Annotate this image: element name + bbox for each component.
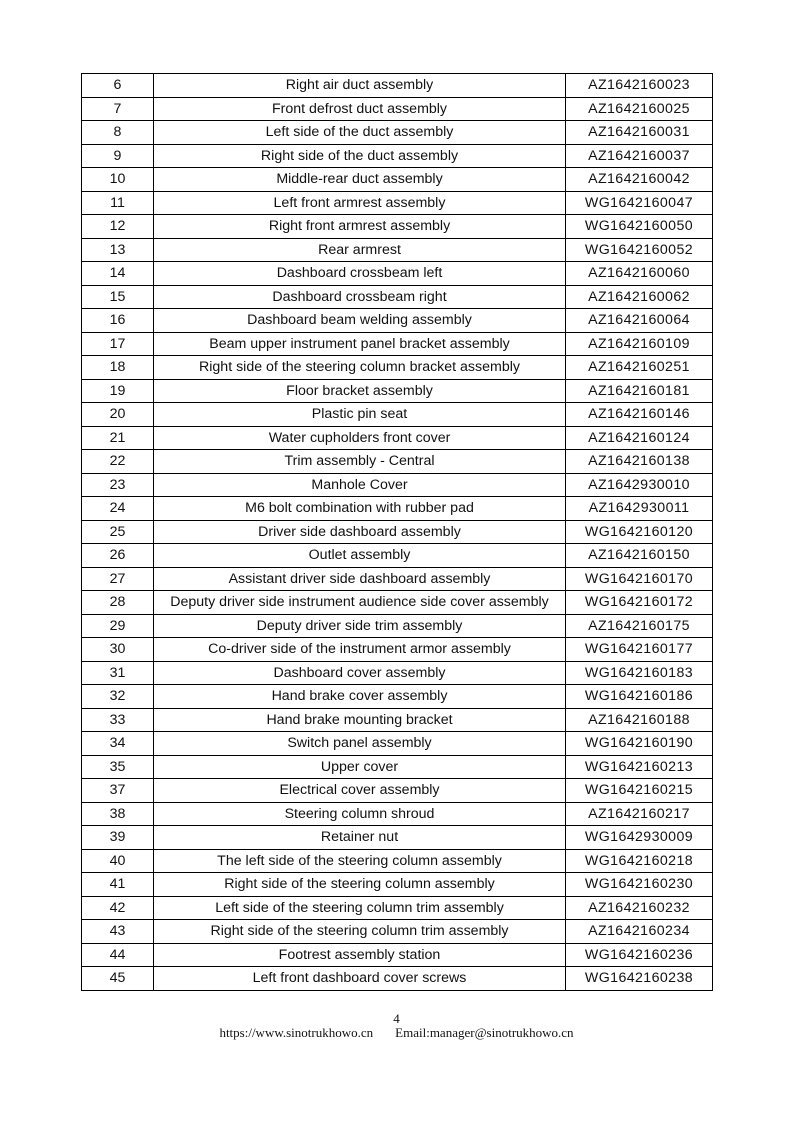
row-number: 22 bbox=[82, 450, 154, 474]
part-name: Floor bracket assembly bbox=[154, 379, 566, 403]
part-code: WG1642930009 bbox=[566, 826, 713, 850]
part-code: AZ1642160150 bbox=[566, 544, 713, 568]
row-number: 35 bbox=[82, 755, 154, 779]
table-row bbox=[82, 896, 713, 920]
part-name: Footrest assembly station bbox=[154, 943, 566, 967]
row-number: 39 bbox=[82, 826, 154, 850]
table-row bbox=[82, 920, 713, 944]
part-code: AZ1642160232 bbox=[566, 896, 713, 920]
part-code: AZ1642160031 bbox=[566, 121, 713, 145]
part-name: Electrical cover assembly bbox=[154, 779, 566, 803]
row-number: 45 bbox=[82, 967, 154, 991]
table-row bbox=[82, 403, 713, 427]
part-code: WG1642160230 bbox=[566, 873, 713, 897]
table-row bbox=[82, 685, 713, 709]
part-code: WG1642160213 bbox=[566, 755, 713, 779]
row-number: 11 bbox=[82, 191, 154, 215]
row-number: 26 bbox=[82, 544, 154, 568]
part-name: Middle-rear duct assembly bbox=[154, 168, 566, 192]
part-code: AZ1642160064 bbox=[566, 309, 713, 333]
row-number: 15 bbox=[82, 285, 154, 309]
table-row bbox=[82, 356, 713, 380]
part-name: Left side of the duct assembly bbox=[154, 121, 566, 145]
table-row bbox=[82, 450, 713, 474]
table-row bbox=[82, 144, 713, 168]
table-row bbox=[82, 943, 713, 967]
row-number: 42 bbox=[82, 896, 154, 920]
row-number: 28 bbox=[82, 591, 154, 615]
part-name: Dashboard cover assembly bbox=[154, 661, 566, 685]
table-row bbox=[82, 591, 713, 615]
row-number: 23 bbox=[82, 473, 154, 497]
part-code: WG1642160120 bbox=[566, 520, 713, 544]
part-name: Upper cover bbox=[154, 755, 566, 779]
table-row bbox=[82, 567, 713, 591]
part-code: AZ1642160146 bbox=[566, 403, 713, 427]
table-row bbox=[82, 755, 713, 779]
row-number: 19 bbox=[82, 379, 154, 403]
part-code: AZ1642160042 bbox=[566, 168, 713, 192]
part-name: Left front armrest assembly bbox=[154, 191, 566, 215]
part-code: AZ1642160217 bbox=[566, 802, 713, 826]
table-row bbox=[82, 544, 713, 568]
row-number: 37 bbox=[82, 779, 154, 803]
part-code: WG1642160238 bbox=[566, 967, 713, 991]
row-number: 31 bbox=[82, 661, 154, 685]
part-name: Manhole Cover bbox=[154, 473, 566, 497]
part-code: WG1642160183 bbox=[566, 661, 713, 685]
part-name: Steering column shroud bbox=[154, 802, 566, 826]
row-number: 20 bbox=[82, 403, 154, 427]
table-row bbox=[82, 732, 713, 756]
part-name: Co-driver side of the instrument armor assembly bbox=[154, 638, 566, 662]
part-name: Right side of the steering column bracket assembly bbox=[154, 356, 566, 380]
table-row bbox=[82, 97, 713, 121]
part-code: WG1642160047 bbox=[566, 191, 713, 215]
parts-table bbox=[81, 73, 713, 991]
table-row bbox=[82, 238, 713, 262]
part-name: Driver side dashboard assembly bbox=[154, 520, 566, 544]
part-code: AZ1642160234 bbox=[566, 920, 713, 944]
part-code: WG1642160052 bbox=[566, 238, 713, 262]
part-name: Left side of the steering column trim assembly bbox=[154, 896, 566, 920]
footer-website: https://www.sinotrukhowo.cn bbox=[219, 1025, 374, 1040]
row-number: 43 bbox=[82, 920, 154, 944]
part-name: Dashboard beam welding assembly bbox=[154, 309, 566, 333]
footer-email: Email:manager@sinotrukhowo.cn bbox=[395, 1025, 574, 1040]
table-row bbox=[82, 285, 713, 309]
part-name: Right side of the steering column trim assembly bbox=[154, 920, 566, 944]
row-number: 6 bbox=[82, 74, 154, 98]
row-number: 16 bbox=[82, 309, 154, 333]
part-name: Left front dashboard cover screws bbox=[154, 967, 566, 991]
part-code: AZ1642160025 bbox=[566, 97, 713, 121]
row-number: 18 bbox=[82, 356, 154, 380]
part-name: Right air duct assembly bbox=[154, 74, 566, 98]
row-number: 8 bbox=[82, 121, 154, 145]
part-code: AZ1642160037 bbox=[566, 144, 713, 168]
table-row bbox=[82, 191, 713, 215]
part-code: AZ1642160251 bbox=[566, 356, 713, 380]
part-name: Right side of the duct assembly bbox=[154, 144, 566, 168]
part-code: WG1642160215 bbox=[566, 779, 713, 803]
part-code: AZ1642160062 bbox=[566, 285, 713, 309]
part-code: WG1642160172 bbox=[566, 591, 713, 615]
table-row bbox=[82, 168, 713, 192]
part-name: Beam upper instrument panel bracket assembly bbox=[154, 332, 566, 356]
table-row bbox=[82, 379, 713, 403]
table-row bbox=[82, 849, 713, 873]
table-row bbox=[82, 262, 713, 286]
table-row bbox=[82, 826, 713, 850]
part-name: Switch panel assembly bbox=[154, 732, 566, 756]
table-row bbox=[82, 614, 713, 638]
part-code: WG1642160050 bbox=[566, 215, 713, 239]
row-number: 33 bbox=[82, 708, 154, 732]
row-number: 44 bbox=[82, 943, 154, 967]
row-number: 17 bbox=[82, 332, 154, 356]
part-code: WG1642160218 bbox=[566, 849, 713, 873]
page-number: 4 bbox=[393, 1011, 400, 1026]
table-row bbox=[82, 802, 713, 826]
part-code: AZ1642930010 bbox=[566, 473, 713, 497]
row-number: 38 bbox=[82, 802, 154, 826]
part-code: AZ1642930011 bbox=[566, 497, 713, 521]
part-name: Dashboard crossbeam left bbox=[154, 262, 566, 286]
table-row bbox=[82, 638, 713, 662]
table-row bbox=[82, 873, 713, 897]
part-name: Right front armrest assembly bbox=[154, 215, 566, 239]
table-row bbox=[82, 426, 713, 450]
row-number: 27 bbox=[82, 567, 154, 591]
part-name: Plastic pin seat bbox=[154, 403, 566, 427]
part-code: AZ1642160175 bbox=[566, 614, 713, 638]
table-row bbox=[82, 473, 713, 497]
table-row bbox=[82, 121, 713, 145]
part-name: M6 bolt combination with rubber pad bbox=[154, 497, 566, 521]
table-row bbox=[82, 779, 713, 803]
part-code: AZ1642160188 bbox=[566, 708, 713, 732]
part-name: Hand brake cover assembly bbox=[154, 685, 566, 709]
part-name: Hand brake mounting bracket bbox=[154, 708, 566, 732]
row-number: 24 bbox=[82, 497, 154, 521]
part-name: Retainer nut bbox=[154, 826, 566, 850]
part-code: AZ1642160124 bbox=[566, 426, 713, 450]
part-code: WG1642160190 bbox=[566, 732, 713, 756]
part-code: WG1642160177 bbox=[566, 638, 713, 662]
row-number: 30 bbox=[82, 638, 154, 662]
row-number: 7 bbox=[82, 97, 154, 121]
part-code: WG1642160236 bbox=[566, 943, 713, 967]
part-name: Deputy driver side trim assembly bbox=[154, 614, 566, 638]
part-name: Outlet assembly bbox=[154, 544, 566, 568]
row-number: 21 bbox=[82, 426, 154, 450]
table-row bbox=[82, 74, 713, 98]
part-name: Rear armrest bbox=[154, 238, 566, 262]
row-number: 41 bbox=[82, 873, 154, 897]
table-row bbox=[82, 661, 713, 685]
part-name: Front defrost duct assembly bbox=[154, 97, 566, 121]
part-name: Assistant driver side dashboard assembly bbox=[154, 567, 566, 591]
part-name: Right side of the steering column assembly bbox=[154, 873, 566, 897]
table-row bbox=[82, 332, 713, 356]
row-number: 25 bbox=[82, 520, 154, 544]
table-row bbox=[82, 309, 713, 333]
row-number: 10 bbox=[82, 168, 154, 192]
part-name: Water cupholders front cover bbox=[154, 426, 566, 450]
row-number: 34 bbox=[82, 732, 154, 756]
table-row bbox=[82, 497, 713, 521]
part-code: AZ1642160138 bbox=[566, 450, 713, 474]
row-number: 40 bbox=[82, 849, 154, 873]
table-row bbox=[82, 520, 713, 544]
row-number: 9 bbox=[82, 144, 154, 168]
part-name: Dashboard crossbeam right bbox=[154, 285, 566, 309]
part-code: WG1642160186 bbox=[566, 685, 713, 709]
row-number: 14 bbox=[82, 262, 154, 286]
part-name: The left side of the steering column assembly bbox=[154, 849, 566, 873]
part-code: AZ1642160109 bbox=[566, 332, 713, 356]
table-row bbox=[82, 708, 713, 732]
footer-contact bbox=[0, 1025, 793, 1041]
part-name: Trim assembly - Central bbox=[154, 450, 566, 474]
row-number: 32 bbox=[82, 685, 154, 709]
part-name: Deputy driver side instrument audience side cover assembly bbox=[154, 591, 566, 615]
table-row bbox=[82, 967, 713, 991]
parts-table-body bbox=[82, 74, 713, 991]
part-code: AZ1642160023 bbox=[566, 74, 713, 98]
part-code: AZ1642160060 bbox=[566, 262, 713, 286]
row-number: 12 bbox=[82, 215, 154, 239]
row-number: 29 bbox=[82, 614, 154, 638]
part-code: AZ1642160181 bbox=[566, 379, 713, 403]
table-row bbox=[82, 215, 713, 239]
row-number: 13 bbox=[82, 238, 154, 262]
part-code: WG1642160170 bbox=[566, 567, 713, 591]
